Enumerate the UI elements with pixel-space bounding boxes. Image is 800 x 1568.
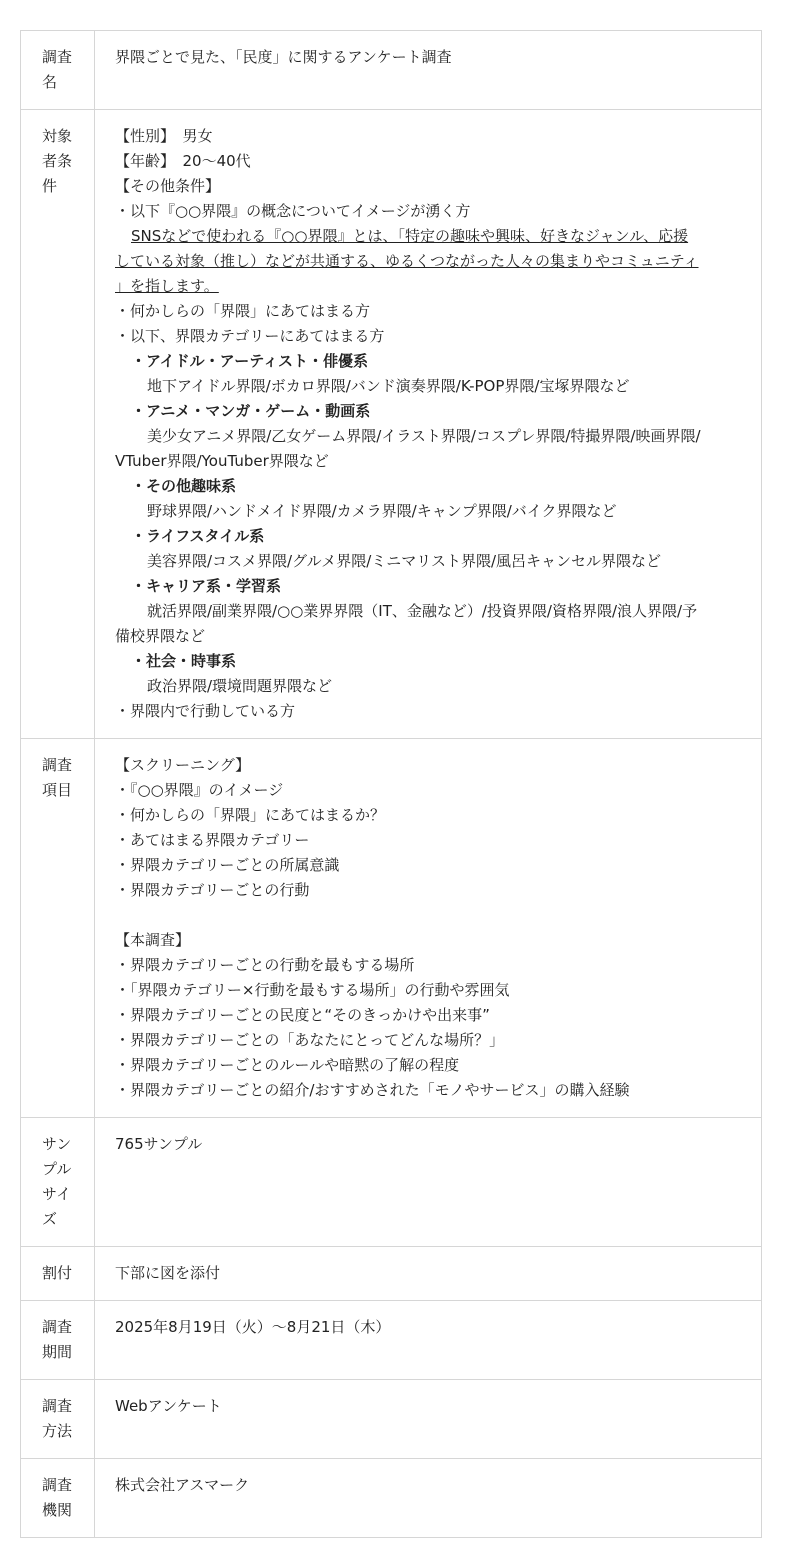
main-survey-item: ・界隈カテゴリーごとの行動を最もする場所 bbox=[115, 956, 415, 974]
label-organization: 調査機関 bbox=[21, 1459, 95, 1538]
category-examples: VTuber界隈/YouTuber界隈など bbox=[115, 452, 329, 470]
label-survey-name: 調査名 bbox=[21, 31, 95, 110]
main-survey-item: ・界隈カテゴリーごとの紹介/おすすめされた「モノやサービス」の購入経験 bbox=[115, 1081, 630, 1099]
row-survey-name bbox=[21, 31, 762, 110]
main-survey-item: ・界隈カテゴリーごとのルールや暗黙の了解の程度 bbox=[115, 1056, 460, 1074]
row-target-conditions bbox=[21, 110, 762, 739]
category-examples: 野球界隈/ハンドメイド界隈/カメラ界隈/キャンプ界隈/バイク界隈など bbox=[147, 502, 617, 520]
gender-line: 【性別】 男女 bbox=[115, 127, 213, 145]
category-name: ・アニメ・マンガ・ゲーム・動画系 bbox=[131, 402, 371, 420]
row-method bbox=[21, 1380, 762, 1459]
category-examples: 地下アイドル界隈/ボカロ界隈/バンド演奏界隈/K-POP界隈/宝塚界隈など bbox=[147, 377, 630, 395]
label-period: 調査期間 bbox=[21, 1301, 95, 1380]
screening-item: ・あてはまる界隈カテゴリー bbox=[115, 831, 310, 849]
label-target-conditions: 対象者条件 bbox=[21, 110, 95, 739]
category-examples: 備校界隈など bbox=[115, 627, 206, 645]
spacer bbox=[115, 903, 740, 928]
value-sample-size: 765サンプル bbox=[95, 1118, 762, 1247]
category-examples: 就活界隈/副業界隈/○○業界界隈（IT、金融など）/投資界隈/資格界隈/浪人界隈/予 bbox=[147, 602, 698, 620]
condition-any-community: ・何かしらの「界隈」にあてはまる方 bbox=[115, 302, 371, 320]
value-target-conditions bbox=[95, 110, 762, 739]
category-examples: 美少女アニメ界隈/乙女ゲーム界隈/イラスト界隈/コスプレ界隈/特撮界隈/映画界隈/ bbox=[147, 427, 701, 445]
condition-active: ・界隈内で行動している方 bbox=[115, 702, 296, 720]
row-survey-items bbox=[21, 739, 762, 1118]
category-examples: 政治界隈/環境問題界隈など bbox=[147, 677, 333, 695]
other-conditions-header: 【その他条件】 bbox=[115, 177, 221, 195]
screening-item: ・界隈カテゴリーごとの所属意識 bbox=[115, 856, 340, 874]
value-survey-name: 界隈ごとで見た、「民度」に関するアンケート調査 bbox=[95, 31, 762, 110]
label-allocation: 割付 bbox=[21, 1247, 95, 1301]
category-name: ・ライフスタイル系 bbox=[131, 527, 265, 545]
screening-header: 【スクリーニング】 bbox=[115, 756, 251, 774]
value-method: Webアンケート bbox=[95, 1380, 762, 1459]
value-allocation: 下部に図を添付 bbox=[95, 1247, 762, 1301]
condition-category: ・以下、界隈カテゴリーにあてはまる方 bbox=[115, 327, 385, 345]
screening-item: ・『○○界隈』のイメージ bbox=[115, 781, 284, 799]
value-survey-items bbox=[95, 739, 762, 1118]
label-survey-items: 調査項目 bbox=[21, 739, 95, 1118]
category-name: ・キャリア系・学習系 bbox=[131, 577, 282, 595]
value-period: 2025年8月19日（火）～8月21日（木） bbox=[95, 1301, 762, 1380]
category-name: ・社会・時事系 bbox=[131, 652, 237, 670]
main-survey-header: 【本調査】 bbox=[115, 931, 191, 949]
condition-concept: ・以下『○○界隈』の概念についてイメージが湧く方 bbox=[115, 202, 471, 220]
category-examples: 美容界隈/コスメ界隈/グルメ界隈/ミニマリスト界隈/風呂キャンセル界隈など bbox=[147, 552, 662, 570]
row-organization bbox=[21, 1459, 762, 1538]
main-survey-item: ・界隈カテゴリーごとの民度と“そのきっかけや出来事” bbox=[115, 1006, 490, 1024]
row-period bbox=[21, 1301, 762, 1380]
screening-item: ・界隈カテゴリーごとの行動 bbox=[115, 881, 310, 899]
label-sample-size: サンプルサイズ bbox=[21, 1118, 95, 1247]
age-line: 【年齢】 20～40代 bbox=[115, 152, 251, 170]
category-name: ・アイドル・アーティスト・俳優系 bbox=[131, 352, 369, 370]
main-survey-item: ・界隈カテゴリーごとの「あなたにとってどんな場所？」 bbox=[115, 1031, 505, 1049]
value-organization: 株式会社アスマーク bbox=[95, 1459, 762, 1538]
definition-line: 」を指します。 bbox=[115, 277, 219, 295]
label-method: 調査方法 bbox=[21, 1380, 95, 1459]
row-allocation bbox=[21, 1247, 762, 1301]
main-survey-item: ・「界隈カテゴリー×行動を最もする場所」の行動や雰囲気 bbox=[115, 981, 510, 999]
definition-line: している対象（推し）などが共通する、ゆるくつながった人々の集まりやコミュニティ bbox=[115, 252, 699, 270]
definition-line: SNSなどで使われる『○○界隈』とは、「特定の趣味や興味、好きなジャンル、応援 bbox=[131, 227, 689, 245]
screening-item: ・何かしらの「界隈」にあてはまるか？ bbox=[115, 806, 386, 824]
category-name: ・その他趣味系 bbox=[131, 477, 237, 495]
survey-overview-table bbox=[20, 30, 762, 1538]
row-sample-size bbox=[21, 1118, 762, 1247]
